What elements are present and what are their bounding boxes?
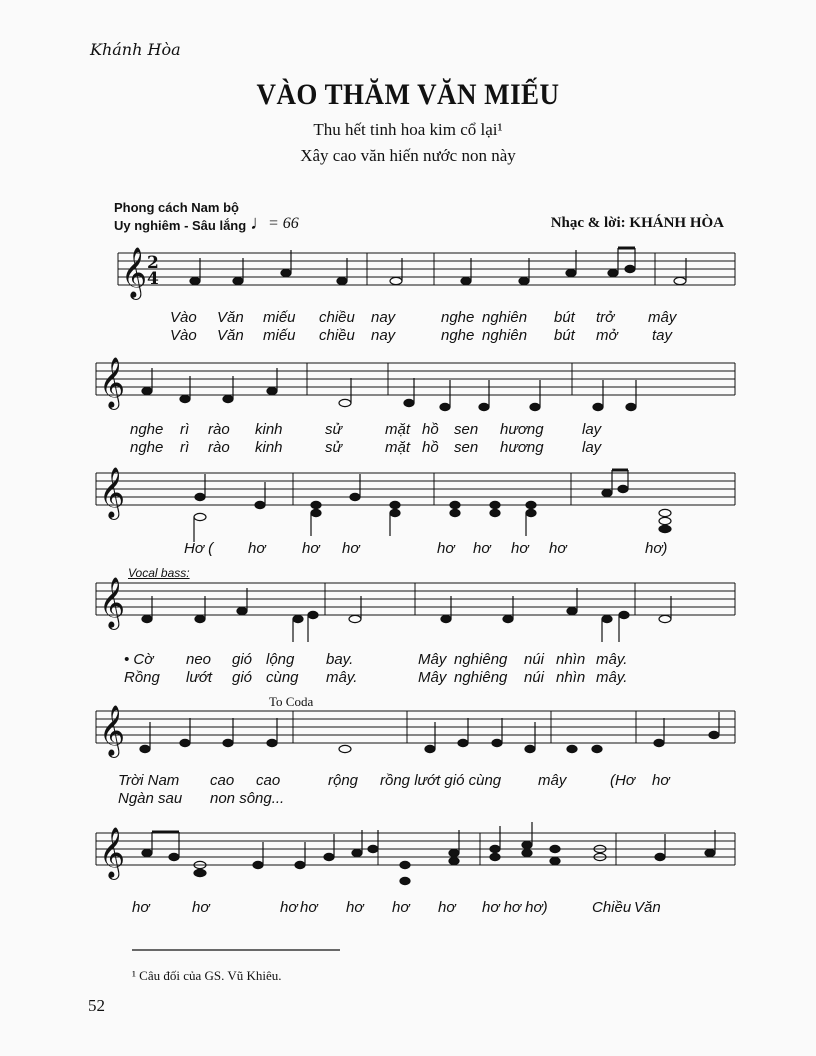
treble-clef-icon: 𝄞 (99, 827, 126, 878)
quarter-note-icon: ♩ (250, 212, 270, 234)
svg-text:4: 4 (147, 269, 159, 289)
treble-clef-icon: 𝄞 (121, 247, 148, 298)
svg-text:2: 2 (147, 253, 159, 273)
lyric-line: Trời Nam cao cao rộng rồng lướt gió cùng mây (Hơ hơ (118, 772, 670, 789)
lyric-line: Ngàn sau non sông... (118, 790, 285, 807)
staff-system-4 (96, 583, 735, 615)
lyric-line: hơ hơ hơ hơ hơ hơ hơ hơ hơ hơ) Chiều Văn (132, 899, 661, 916)
lyric-line: Rồng lướt gió cùng mây. Mây nghiêng núi nhìn mây. (124, 669, 628, 686)
staff-system-3 (96, 473, 735, 505)
lyric-line: • Cờ neo gió lộng bay. Mây nghiêng núi nhìn mây. (124, 651, 628, 668)
treble-clef-icon: 𝄞 (99, 357, 126, 408)
staff-system-2 (96, 363, 735, 395)
treble-clef-icon: 𝄞 (99, 705, 126, 756)
song-title: VÀO THĂM VĂN MIẾU (256, 78, 560, 111)
staff-system-5 (96, 711, 735, 743)
lyric-line: Vào Văn miếu chiều nay nghe nghiên bút mở tay (170, 327, 673, 344)
staff-system-1 (118, 253, 735, 285)
staff-system-6 (96, 833, 735, 865)
mood-label: Uy nghiêm - Sâu lắng (114, 218, 247, 233)
lyric-line: Hơ ( hơ hơ hơ hơ hơ hơ hơ hơ) (184, 540, 668, 557)
style-label: Phong cách Nam bộ (114, 200, 239, 215)
epigraph-line-2: Xây cao văn hiến nước non này (300, 146, 516, 165)
to-coda-label: To Coda (269, 694, 314, 709)
vocal-bass-label: Vocal bass: (128, 566, 190, 580)
treble-clef-icon: 𝄞 (99, 577, 126, 628)
lyric-line: nghe rì rào kinh sử mặt hồ sen hương lay (130, 439, 602, 456)
epigraph-line-1: Thu hết tinh hoa kim cổ lại¹ (313, 120, 503, 139)
page-number: 52 (88, 996, 105, 1015)
tempo-marking: = 66 (268, 215, 299, 232)
author-tag: Khánh Hòa (90, 40, 181, 59)
lyric-line: nghe rì rào kinh sử mặt hồ sen hương lay (130, 421, 602, 438)
credits: Nhạc & lời: KHÁNH HÒA (550, 215, 724, 231)
treble-clef-icon: 𝄞 (99, 467, 126, 518)
footnote: ¹ Câu đối của GS. Vũ Khiêu. (132, 968, 282, 983)
lyric-line: Vào Văn miếu chiều nay nghe nghiên bút trở mây (170, 309, 677, 326)
